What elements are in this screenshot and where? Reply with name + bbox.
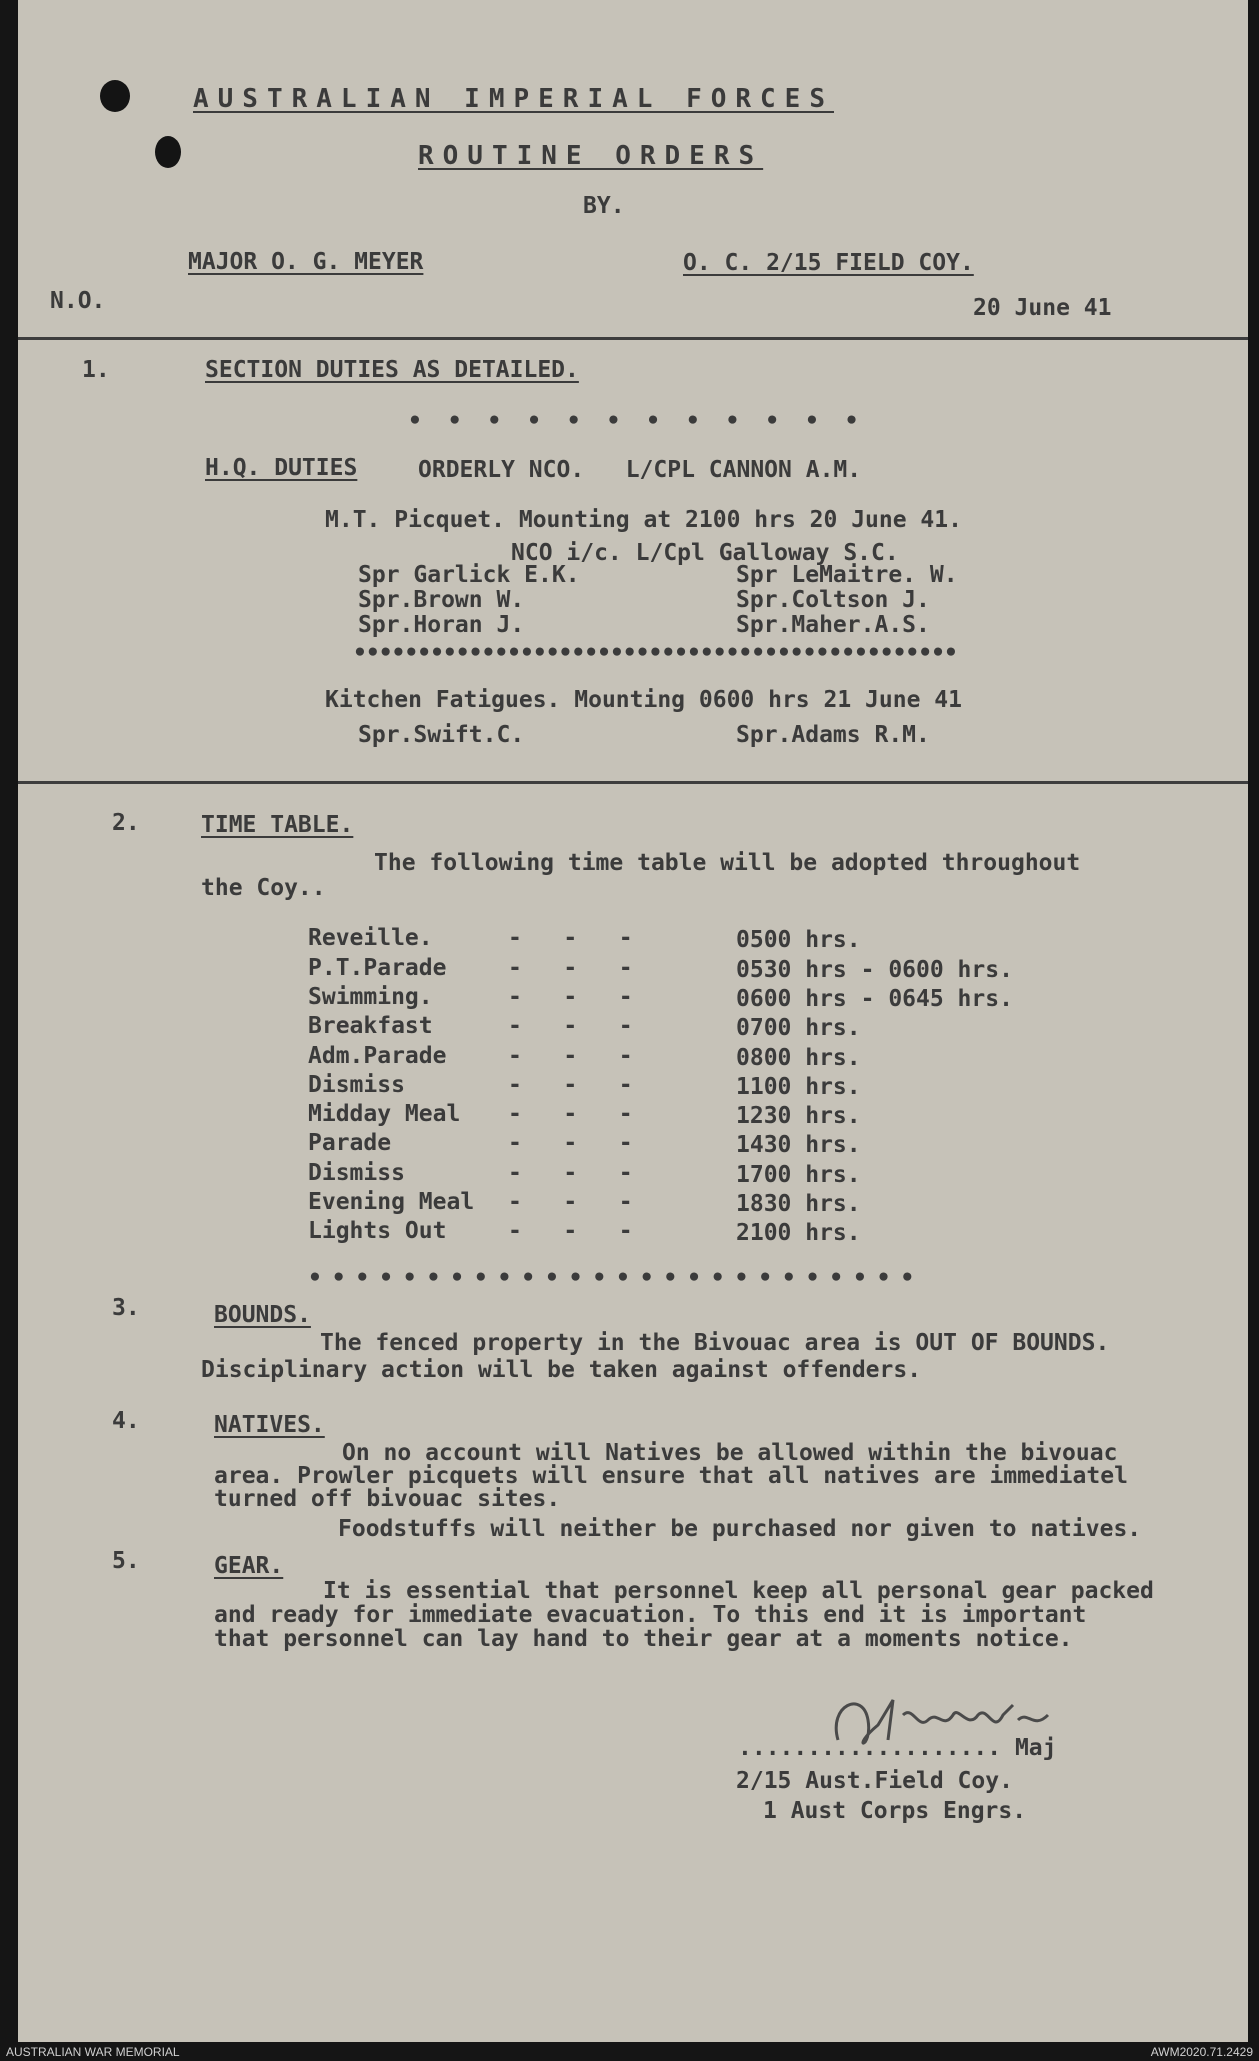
dot-separator: •••••••••••••••••••••••••••••••••••••••••••••••	[353, 640, 957, 666]
section-number: 3.	[112, 1295, 140, 1321]
picquet-member: Spr.Horan J.	[358, 612, 525, 638]
section-heading: GEAR.	[214, 1553, 284, 1579]
section-heading: BOUNDS.	[214, 1302, 311, 1328]
timetable-item: Dismiss	[308, 1160, 405, 1186]
document-subtitle: ROUTINE ORDERS	[418, 141, 764, 171]
picquet-member: Spr.Maher.A.S.	[736, 612, 930, 638]
section-number: 5.	[112, 1548, 140, 1574]
divider	[18, 781, 1248, 784]
kitchen-member: Spr.Adams R.M.	[736, 722, 930, 748]
timetable-dashes: - - -	[508, 1013, 633, 1039]
timetable-intro: the Coy..	[201, 875, 326, 901]
timetable-time: 1230 hrs.	[736, 1103, 861, 1129]
timetable-item: Breakfast	[308, 1013, 433, 1039]
timetable-dashes: - - -	[508, 1189, 633, 1215]
timetable-time: 1830 hrs.	[736, 1191, 861, 1217]
section-heading: SECTION DUTIES AS DETAILED.	[205, 357, 579, 383]
paragraph-line: On no account will Natives be allowed within the bivouac	[342, 1440, 1118, 1466]
by-line: BY.	[583, 193, 625, 219]
timetable-dashes: - - -	[508, 1218, 633, 1244]
timetable-dashes: - - -	[508, 925, 633, 951]
timetable-dashes: - - -	[508, 984, 633, 1010]
paragraph-line: turned off bivouac sites.	[214, 1486, 561, 1512]
signature-corps: 1 Aust Corps Engrs.	[763, 1798, 1027, 1824]
timetable-item: Evening Meal	[308, 1189, 475, 1215]
timetable-time: 0600 hrs - 0645 hrs.	[736, 986, 1013, 1012]
hq-duties-label: H.Q. DUTIES	[205, 455, 358, 481]
timetable-dashes: - - -	[508, 1130, 633, 1156]
kitchen-fatigues: Kitchen Fatigues. Mounting 0600 hrs 21 June 41	[325, 687, 962, 713]
timetable-dashes: - - -	[508, 1160, 633, 1186]
timetable-item: Dismiss	[308, 1072, 405, 1098]
paragraph-line: The fenced property in the Bivouac area is OUT OF BOUNDS.	[320, 1330, 1110, 1356]
signature-unit: 2/15 Aust.Field Coy.	[736, 1768, 1013, 1794]
picquet-member: Spr.Brown W.	[358, 587, 525, 613]
timetable-time: 0700 hrs.	[736, 1015, 861, 1041]
timetable-time: 0800 hrs.	[736, 1045, 861, 1071]
picquet-member: Spr LeMaitre. W.	[736, 562, 958, 588]
document-page	[18, 0, 1248, 2042]
nco-in-charge: NCO i/c. L/Cpl Galloway S.C.	[511, 540, 899, 566]
timetable-dashes: - - -	[508, 1043, 633, 1069]
section-number: 2.	[112, 810, 140, 836]
timetable-dashes: - - -	[508, 1101, 633, 1127]
section-heading: TIME TABLE.	[201, 812, 354, 838]
order-number-label: N.O.	[50, 288, 106, 314]
document-title: AUSTRALIAN IMPERIAL FORCES	[193, 84, 834, 114]
timetable-time: 0500 hrs.	[736, 927, 861, 953]
divider	[18, 337, 1248, 340]
paragraph-line: Foodstuffs will neither be purchased nor given to natives.	[338, 1516, 1142, 1542]
picquet-member: Spr.Coltson J.	[736, 587, 930, 613]
paragraph-line: and ready for immediate evacuation. To this end it is important	[214, 1602, 1087, 1628]
orderly-nco: ORDERLY NCO. L/CPL CANNON A.M.	[418, 457, 862, 483]
kitchen-member: Spr.Swift.C.	[358, 722, 525, 748]
section-heading: NATIVES.	[214, 1412, 325, 1438]
timetable-dashes: - - -	[508, 1072, 633, 1098]
timetable-dashes: - - -	[508, 955, 633, 981]
timetable-time: 1430 hrs.	[736, 1132, 861, 1158]
timetable-item: Reveille.	[308, 925, 433, 951]
timetable-time: 0530 hrs - 0600 hrs.	[736, 957, 1013, 983]
commander: MAJOR O. G. MEYER	[188, 249, 424, 275]
timetable-time: 1700 hrs.	[736, 1162, 861, 1188]
footer-id: AWM2020.71.2429	[1150, 2045, 1253, 2059]
punch-hole	[155, 136, 181, 168]
section-number: 1.	[82, 357, 110, 383]
section-number: 4.	[112, 1408, 140, 1434]
timetable-time: 2100 hrs.	[736, 1220, 861, 1246]
paragraph-line: Disciplinary action will be taken against offenders.	[201, 1357, 922, 1383]
paragraph-line: area. Prowler picquets will ensure that all natives are immediatel	[214, 1463, 1128, 1489]
timetable-item: Swimming.	[308, 984, 433, 1010]
timetable-item: Parade	[308, 1130, 392, 1156]
timetable-intro: The following time table will be adopted throughout	[374, 850, 1081, 876]
footer-credit: AUSTRALIAN WAR MEMORIAL	[6, 2045, 180, 2059]
timetable-item: Adm.Parade	[308, 1043, 447, 1069]
dot-separator: • • • • • • • • • • • • • • • • • • • • • • • • • •	[308, 1265, 913, 1291]
picquet-member: Spr Garlick E.K.	[358, 562, 580, 588]
paragraph-line: that personnel can lay hand to their gear at a moments notice.	[214, 1626, 1073, 1652]
timetable-item: Midday Meal	[308, 1101, 461, 1127]
unit: O. C. 2/15 FIELD COY.	[683, 250, 974, 276]
timetable-time: 1100 hrs.	[736, 1074, 861, 1100]
document-date: 20 June 41	[973, 295, 1112, 321]
timetable-item: Lights Out	[308, 1218, 447, 1244]
signature-line: ................... Maj	[738, 1735, 1057, 1761]
timetable-item: P.T.Parade	[308, 955, 447, 981]
punch-hole	[100, 80, 130, 112]
dot-separator: • • • • • • • • • • • •	[408, 408, 865, 434]
picquet-line: M.T. Picquet. Mounting at 2100 hrs 20 June 41.	[325, 507, 962, 533]
paragraph-line: It is essential that personnel keep all personal gear packed	[323, 1578, 1154, 1604]
